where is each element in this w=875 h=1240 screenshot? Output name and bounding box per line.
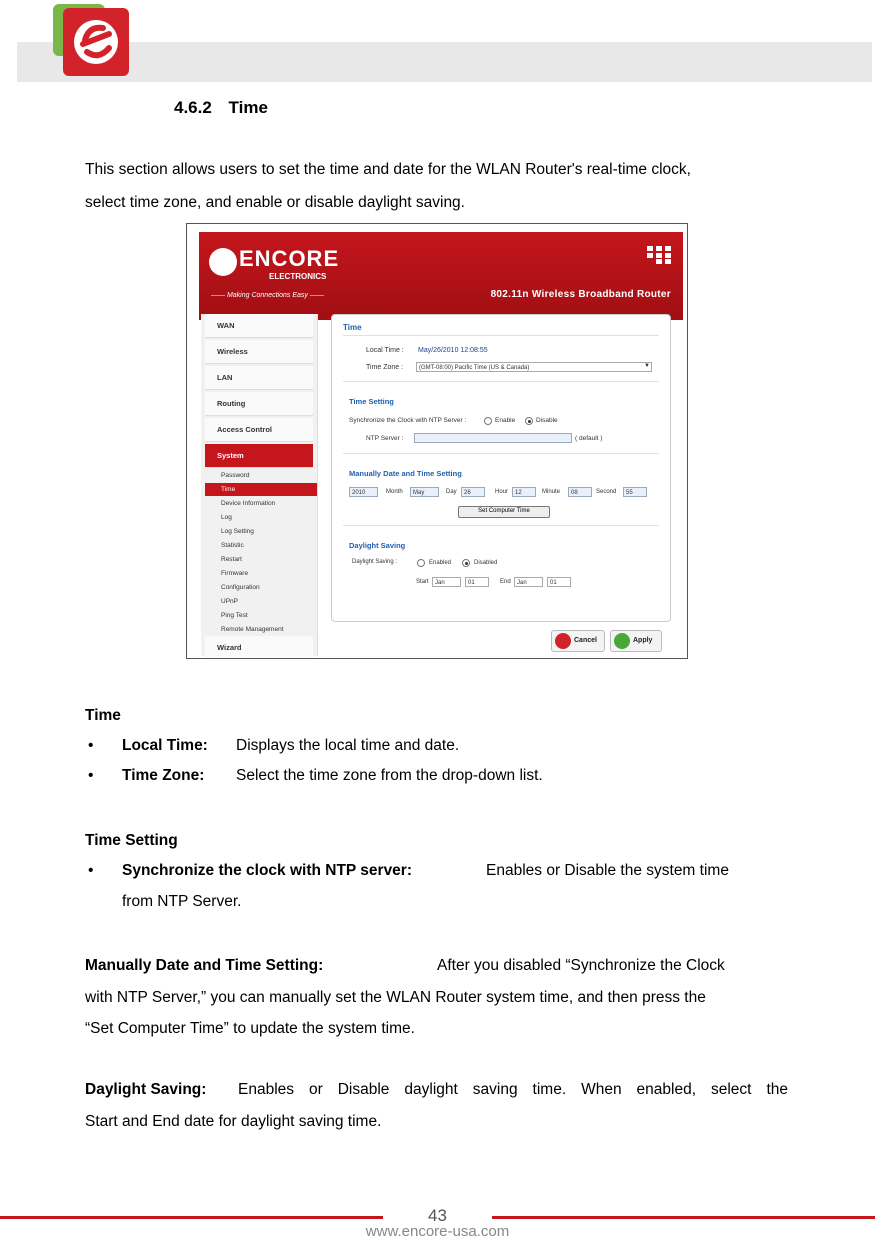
sync-enable-label: Enable — [495, 417, 516, 424]
manual-desc-2: with NTP Server,” you can manually set the WLAN Router system time, and then press the — [85, 989, 706, 1006]
submenu-statistic[interactable]: Statistic — [221, 542, 244, 549]
manual-term: Manually Date and Time Setting: — [85, 957, 324, 974]
sync-label: Synchronize the Clock with NTP Server : — [349, 417, 467, 424]
section-title: Time — [228, 98, 268, 117]
submenu-log-setting[interactable]: Log Setting — [221, 528, 254, 535]
local-time-value: May/26/2010 12:08:55 — [418, 347, 488, 354]
encore-logo-icon — [53, 0, 133, 78]
router-header — [199, 232, 683, 320]
manual-desc-1: After you disabled “Synchronize the Clock — [437, 957, 725, 974]
month-label: Month — [386, 489, 403, 495]
submenu-ping-test[interactable]: Ping Test — [221, 612, 248, 619]
router-screenshot — [186, 223, 688, 659]
time-setting-title: Time Setting — [349, 397, 394, 406]
apply-label: Apply — [633, 637, 653, 644]
menu-access-control[interactable]: Access Control — [205, 418, 313, 442]
end-month-select[interactable]: Jan — [514, 577, 543, 587]
chevron-down-icon: ▼ — [644, 363, 650, 369]
ntp-default-label: ( default ) — [575, 435, 603, 442]
second-label: Second — [596, 489, 617, 495]
ntp-server-input[interactable] — [414, 433, 572, 443]
submenu-configuration[interactable]: Configuration — [221, 584, 260, 591]
daylight-disabled-label: Disabled — [474, 560, 498, 566]
manual-desc-3: “Set Computer Time” to update the system time. — [85, 1020, 415, 1037]
brand-logo — [209, 242, 369, 288]
submenu-password[interactable]: Password — [221, 472, 250, 479]
checkmark-icon — [614, 633, 630, 649]
bullet-icon: • — [88, 767, 94, 784]
daylight-desc-2: Start and End date for daylight saving time. — [85, 1113, 382, 1130]
local-time-label: Local Time : — [366, 347, 404, 354]
menu-lan[interactable]: LAN — [205, 366, 313, 390]
time-zone-select[interactable]: (GMT-08:00) Pacific Time (US & Canada) — [416, 362, 652, 372]
menu-system[interactable]: System — [205, 444, 313, 468]
month-select[interactable]: May — [410, 487, 439, 497]
ntp-server-label: NTP Server : — [366, 435, 404, 442]
time-setting-heading: Time Setting — [85, 832, 178, 849]
sidebar — [201, 314, 318, 656]
hour-label: Hour — [495, 489, 509, 495]
menu-wan[interactable]: WAN — [205, 314, 313, 338]
submenu-upnp[interactable]: UPnP — [221, 598, 238, 605]
bullet-icon: • — [88, 737, 94, 754]
minute-label: Minute — [542, 489, 561, 495]
manual-title: Manually Date and Time Setting — [349, 469, 462, 478]
start-month-select[interactable]: Jan — [432, 577, 461, 587]
brand-sub: ELECTRONICS — [269, 272, 327, 281]
set-computer-time-button[interactable]: Set Computer Time — [458, 506, 550, 518]
end-label: End — [500, 579, 511, 585]
sync-disable-radio[interactable] — [525, 417, 533, 425]
menu-routing[interactable]: Routing — [205, 392, 313, 416]
end-day-select[interactable]: 01 — [547, 577, 571, 587]
menu-wireless[interactable]: Wireless — [205, 340, 313, 364]
submenu-restart[interactable]: Restart — [221, 556, 242, 563]
tagline: —— Making Connections Easy —— — [211, 292, 324, 299]
local-time-term: Local Time: — [122, 737, 208, 754]
cancel-icon — [555, 633, 571, 649]
daylight-enabled-label: Enabled — [429, 560, 452, 566]
start-day-select[interactable]: 01 — [465, 577, 489, 587]
submenu-log[interactable]: Log — [221, 514, 232, 521]
section-heading — [174, 98, 268, 118]
sync-term: Synchronize the clock with NTP server: — [122, 862, 412, 879]
menu-wizard[interactable]: Wizard — [205, 636, 313, 659]
section-number: 4.6.2 — [174, 98, 212, 117]
time-heading: Time — [85, 707, 121, 724]
intro-line-1: This section allows users to set the time and date for the WLAN Router's real-time clock, — [85, 161, 691, 178]
minute-select[interactable]: 08 — [568, 487, 592, 497]
time-zone-desc: Select the time zone from the drop-down list. — [236, 767, 543, 784]
second-select[interactable]: 55 — [623, 487, 647, 497]
sync-desc: Enables or Disable the system time — [486, 862, 729, 879]
year-select[interactable]: 2010 — [349, 487, 378, 497]
submenu-device-information[interactable]: Device Information — [221, 500, 276, 507]
page-number: 43 — [428, 1206, 447, 1225]
daylight-disabled-radio[interactable] — [462, 559, 470, 567]
day-label: Day — [446, 489, 457, 495]
sync-disable-label: Disable — [536, 417, 558, 424]
daylight-title: Daylight Saving — [349, 541, 406, 550]
router-title: 802.11n Wireless Broadband Router — [490, 289, 671, 300]
sync-enable-radio[interactable] — [484, 417, 492, 425]
time-panel — [331, 314, 671, 622]
time-zone-term: Time Zone: — [122, 767, 205, 784]
submenu-time[interactable]: Time — [221, 486, 236, 493]
website: www.encore-usa.com — [365, 1223, 510, 1240]
start-label: Start — [416, 579, 429, 585]
daylight-enabled-radio[interactable] — [417, 559, 425, 567]
brand-name: ENCORE — [239, 246, 340, 271]
daylight-term: Daylight Saving: — [85, 1081, 207, 1098]
daylight-desc-1: Enables or Disable daylight saving time. When enabled, select the — [238, 1081, 788, 1098]
header-bar — [17, 42, 872, 82]
hour-select[interactable]: 12 — [512, 487, 536, 497]
time-zone-label: Time Zone : — [366, 364, 404, 371]
sync-desc-2: from NTP Server. — [122, 893, 242, 910]
apply-button[interactable] — [610, 630, 662, 652]
local-time-desc: Displays the local time and date. — [236, 737, 460, 754]
panel-title: Time — [343, 323, 362, 332]
bullet-icon: • — [88, 862, 94, 879]
submenu-firmware[interactable]: Firmware — [221, 570, 249, 577]
intro-line-2: select time zone, and enable or disable daylight saving. — [85, 194, 465, 211]
cancel-label: Cancel — [574, 637, 597, 644]
cancel-button[interactable] — [551, 630, 605, 652]
grid-icon — [647, 246, 671, 264]
day-select[interactable]: 26 — [461, 487, 485, 497]
daylight-label: Daylight Saving : — [352, 559, 398, 565]
submenu-remote-management[interactable]: Remote Management — [221, 626, 284, 633]
